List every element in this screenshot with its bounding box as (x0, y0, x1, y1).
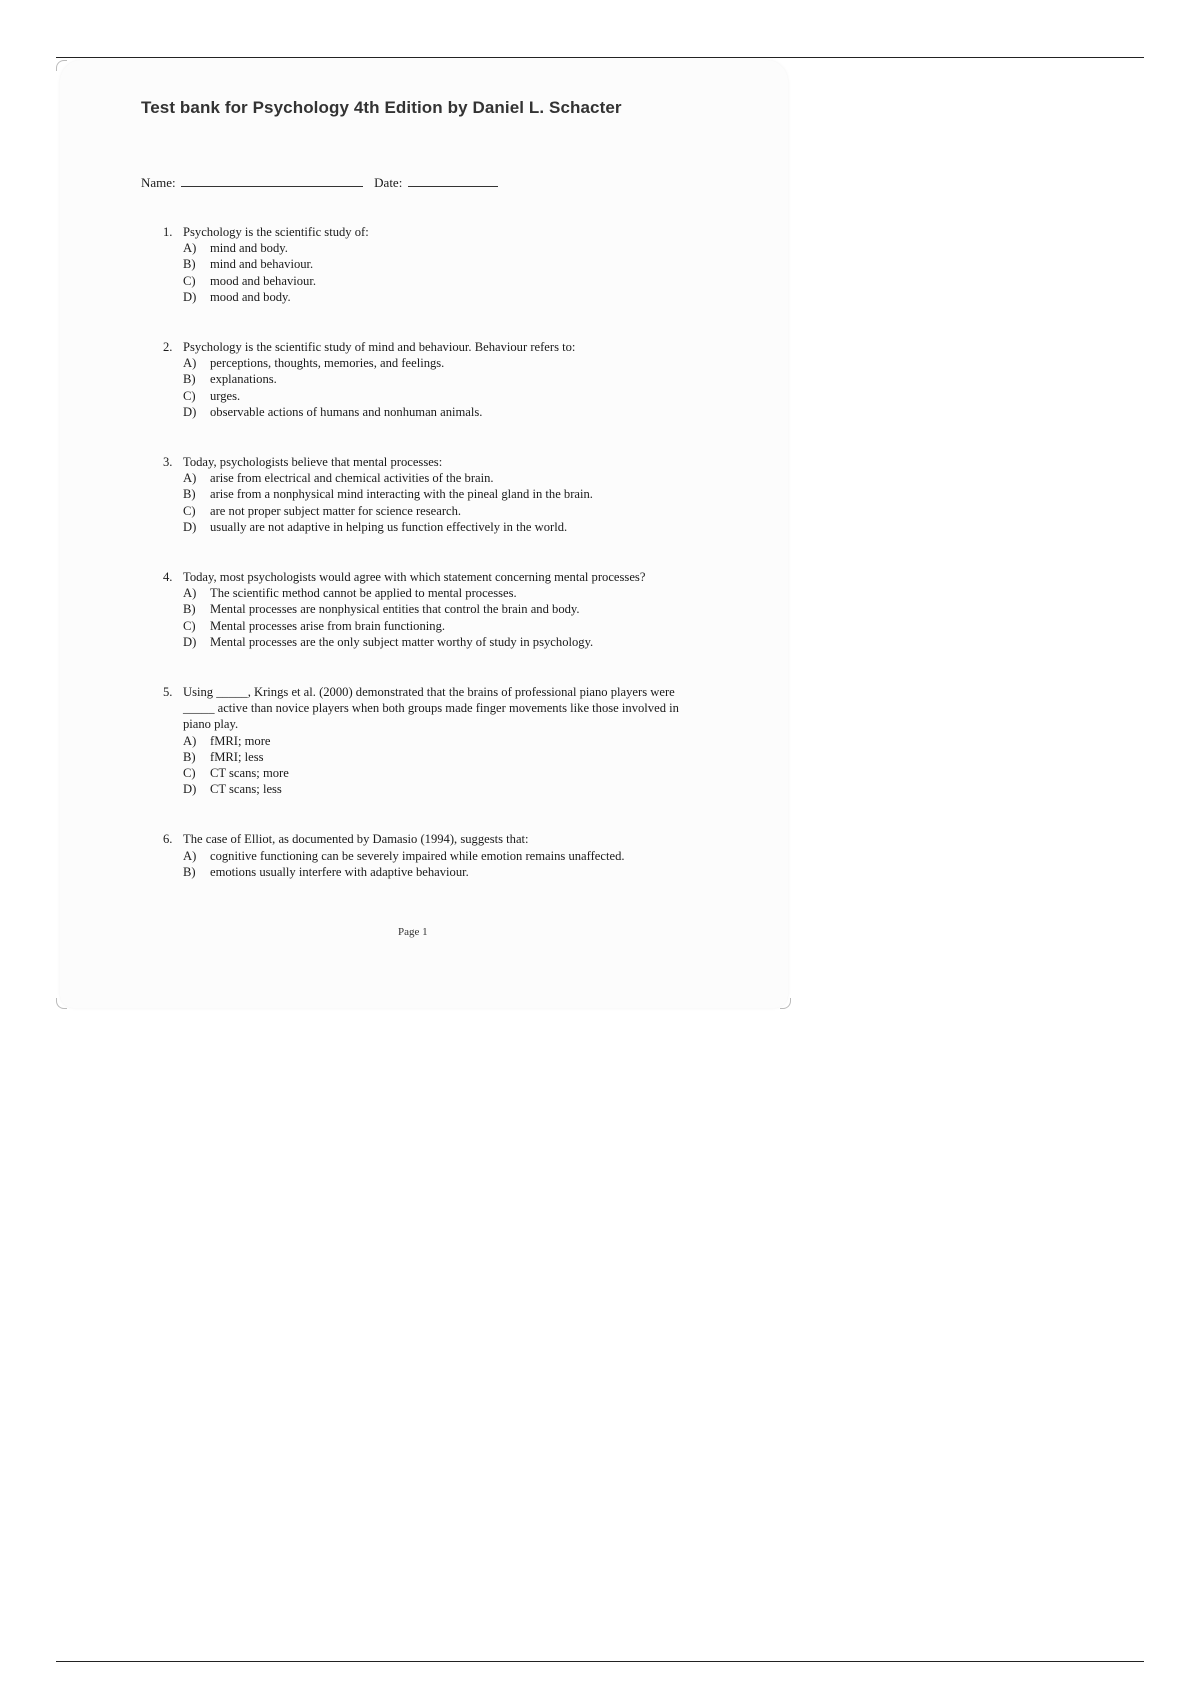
question-text: Today, most psychologists would agree with which statement concerning mental processes? (183, 570, 646, 585)
answer-option (163, 781, 683, 797)
name-label: Name: (141, 175, 176, 190)
option-text: emotions usually interfere with adaptive behaviour. (210, 864, 469, 879)
option-text: mind and body. (210, 241, 288, 256)
answer-option (163, 848, 683, 864)
option-letter: C) (183, 503, 196, 518)
name-blank (181, 176, 363, 187)
answer-option (163, 765, 683, 781)
option-letter: A) (183, 733, 197, 748)
answer-option (163, 585, 683, 601)
option-text: mood and body. (210, 289, 291, 304)
option-letter: A) (183, 241, 197, 256)
question-4 (163, 569, 683, 650)
option-text: explanations. (210, 372, 277, 387)
top-divider (56, 57, 1144, 58)
option-letter: B) (183, 602, 196, 617)
date-blank (408, 176, 498, 187)
date-label: Date: (374, 175, 403, 190)
option-text: Mental processes are nonphysical entities that control the brain and body. (210, 602, 580, 617)
question-2 (163, 339, 683, 420)
option-text: CT scans; more (210, 766, 289, 781)
document-title: Test bank for Psychology 4th Edition by Daniel L. Schacter (141, 98, 622, 117)
question-number: 5. (163, 685, 173, 700)
answer-option (163, 733, 683, 749)
option-text: mood and behaviour. (210, 273, 316, 288)
question-number: 3. (163, 455, 173, 470)
option-letter: D) (183, 519, 197, 534)
option-text: perceptions, thoughts, memories, and feelings. (210, 356, 445, 371)
option-letter: A) (183, 471, 197, 486)
option-letter: D) (183, 634, 197, 649)
answer-option (163, 864, 683, 880)
question-6 (163, 831, 683, 880)
option-text: cognitive functioning can be severely impaired while emotion remains unaffected. (210, 848, 625, 863)
option-letter: C) (183, 273, 196, 288)
question-text: Psychology is the scientific study of mind and behaviour. Behaviour refers to: (183, 340, 576, 355)
option-letter: A) (183, 586, 197, 601)
bottom-divider (56, 1661, 1144, 1662)
option-text: The scientific method cannot be applied to mental processes. (210, 586, 517, 601)
option-text: CT scans; less (210, 782, 282, 797)
option-letter: C) (183, 388, 196, 403)
question-text: Using _____, Krings et al. (2000) demonstrated that the brains of professional piano players were _____ active than novice players when both groups made finger movements like those involved in piano play. (183, 685, 679, 732)
answer-option (163, 388, 683, 404)
option-letter: B) (183, 487, 196, 502)
option-letter: B) (183, 864, 196, 879)
option-letter: B) (183, 372, 196, 387)
answer-option (163, 240, 683, 256)
answer-option (163, 289, 683, 305)
answer-option (163, 519, 683, 535)
answer-option (163, 749, 683, 765)
option-letter: A) (183, 848, 197, 863)
option-text: observable actions of humans and nonhuman animals. (210, 404, 483, 419)
question-text: The case of Elliot, as documented by Damasio (1994), suggests that: (183, 832, 529, 847)
question-text: Today, psychologists believe that mental processes: (183, 455, 443, 470)
answer-option (163, 486, 683, 502)
option-letter: C) (183, 618, 196, 633)
question-1 (163, 224, 683, 305)
question-5 (163, 684, 683, 797)
option-text: fMRI; more (210, 733, 271, 748)
name-date-line (141, 175, 498, 191)
option-letter: B) (183, 749, 196, 764)
option-letter: C) (183, 766, 196, 781)
answer-option (163, 470, 683, 486)
option-letter: A) (183, 356, 197, 371)
option-text: fMRI; less (210, 749, 264, 764)
question-number: 4. (163, 570, 173, 585)
page-corner-mark (56, 998, 67, 1009)
option-text: arise from a nonphysical mind interacting with the pineal gland in the brain. (210, 487, 593, 502)
question-text: Psychology is the scientific study of: (183, 225, 369, 239)
option-letter: D) (183, 404, 197, 419)
option-text: are not proper subject matter for science research. (210, 503, 462, 518)
answer-option (163, 601, 683, 617)
answer-option (163, 355, 683, 371)
answer-option (163, 256, 683, 272)
question-list (163, 224, 683, 914)
question-number: 2. (163, 340, 173, 355)
answer-option (163, 634, 683, 650)
answer-option (163, 404, 683, 420)
answer-option (163, 273, 683, 289)
answer-option (163, 618, 683, 634)
option-text: mind and behaviour. (210, 257, 314, 272)
option-letter: D) (183, 782, 197, 797)
option-text: Mental processes are the only subject matter worthy of study in psychology. (210, 634, 594, 649)
option-text: arise from electrical and chemical activities of the brain. (210, 471, 494, 486)
option-text: Mental processes arise from brain functioning. (210, 618, 446, 633)
option-text: usually are not adaptive in helping us function effectively in the world. (210, 519, 568, 534)
question-number: 6. (163, 832, 173, 847)
option-letter: D) (183, 289, 197, 304)
answer-option (163, 371, 683, 387)
question-number: 1. (163, 225, 173, 239)
option-letter: B) (183, 257, 196, 272)
answer-option (163, 503, 683, 519)
page-corner-mark (780, 998, 791, 1009)
page-corner-mark (56, 60, 67, 71)
page-number: Page 1 (398, 926, 428, 938)
question-3 (163, 454, 683, 535)
option-text: urges. (210, 388, 241, 403)
